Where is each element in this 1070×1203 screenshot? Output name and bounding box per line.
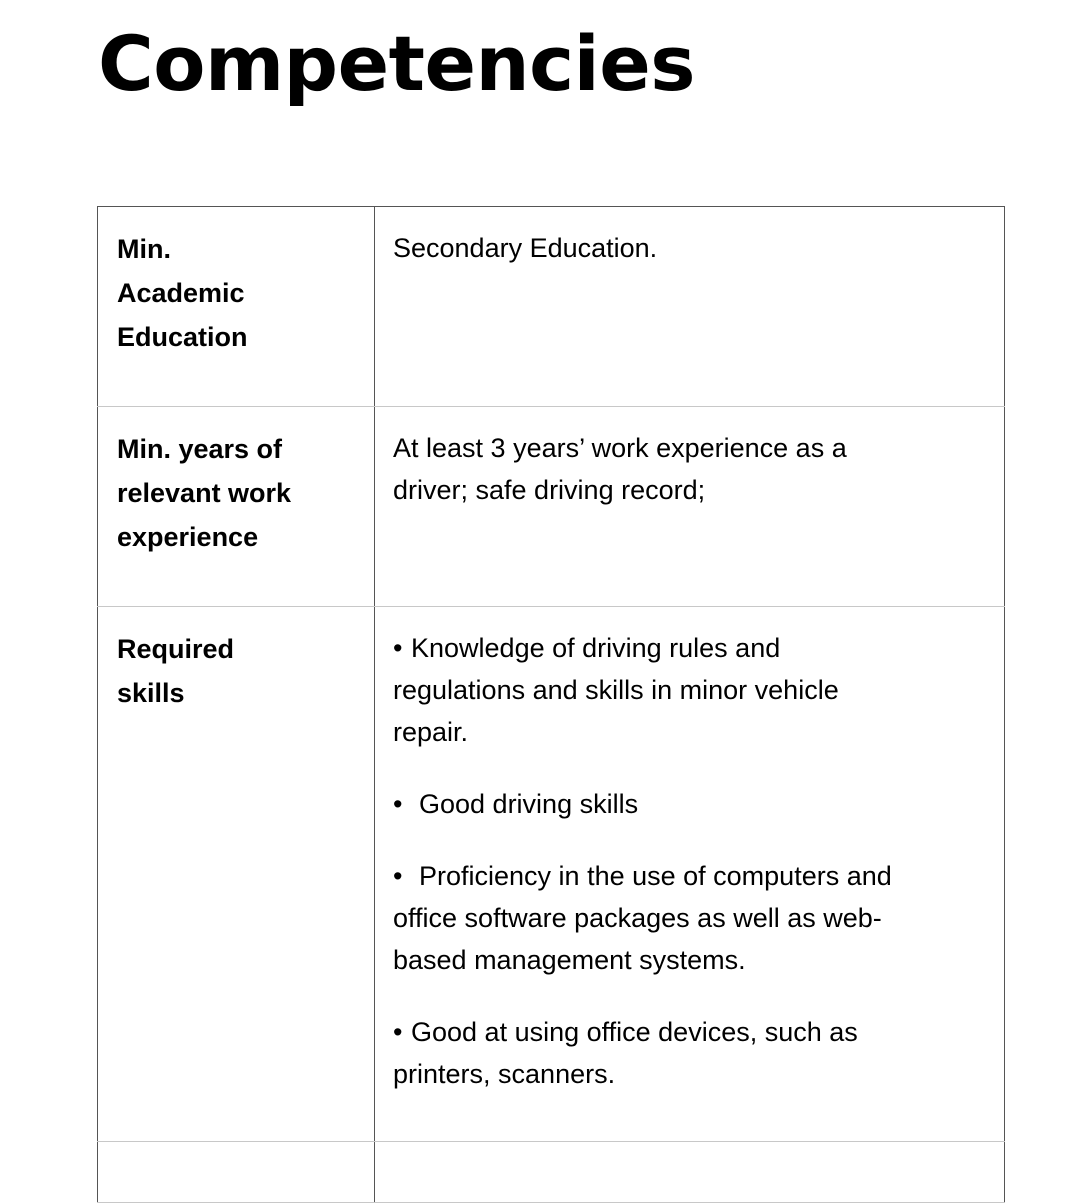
min-years-experience-label: Min. years of relevant work experience: [117, 434, 292, 552]
skill-text: Good driving skills: [419, 789, 639, 819]
skill-text: Knowledge of driving rules and regulations and skills in minor vehicle repair.: [393, 633, 839, 747]
list-item: [393, 1011, 913, 1095]
min-years-experience-value: At least 3 years’ work experience as a driver; safe driving record;: [393, 433, 847, 505]
table-row: [98, 207, 1005, 407]
skills-list: [393, 627, 980, 1095]
row-value-cell: [375, 607, 1005, 1142]
bullet-icon: •: [393, 861, 403, 891]
row-label-cell: [98, 407, 375, 607]
skills-list-container: [375, 607, 1004, 1095]
required-skills-label: Required skills: [117, 634, 235, 708]
list-item: [393, 855, 953, 981]
row-value-cell: [375, 1142, 1005, 1203]
row-label-cell: [98, 207, 375, 407]
min-academic-education-label: Min. Academic Education: [117, 234, 248, 352]
competencies-table: [97, 206, 1005, 1203]
bullet-icon: •: [393, 633, 403, 663]
row-value-cell: [375, 407, 1005, 607]
bullet-icon: •: [393, 1017, 403, 1047]
table-row: [98, 1142, 1005, 1203]
min-academic-education-value: Secondary Education.: [393, 233, 658, 263]
list-item: [393, 627, 893, 753]
table-row: [98, 407, 1005, 607]
skill-text: Proficiency in the use of computers and office software packages as well as web-based management systems.: [393, 861, 892, 975]
row-label-cell: [98, 1142, 375, 1203]
list-item: [393, 783, 980, 825]
page-title: Competencies: [98, 19, 695, 108]
table-row: [98, 607, 1005, 1142]
row-value-cell: [375, 207, 1005, 407]
skill-text: Good at using office devices, such as printers, scanners.: [393, 1017, 858, 1089]
row-label-cell: [98, 607, 375, 1142]
bullet-icon: •: [393, 789, 403, 819]
